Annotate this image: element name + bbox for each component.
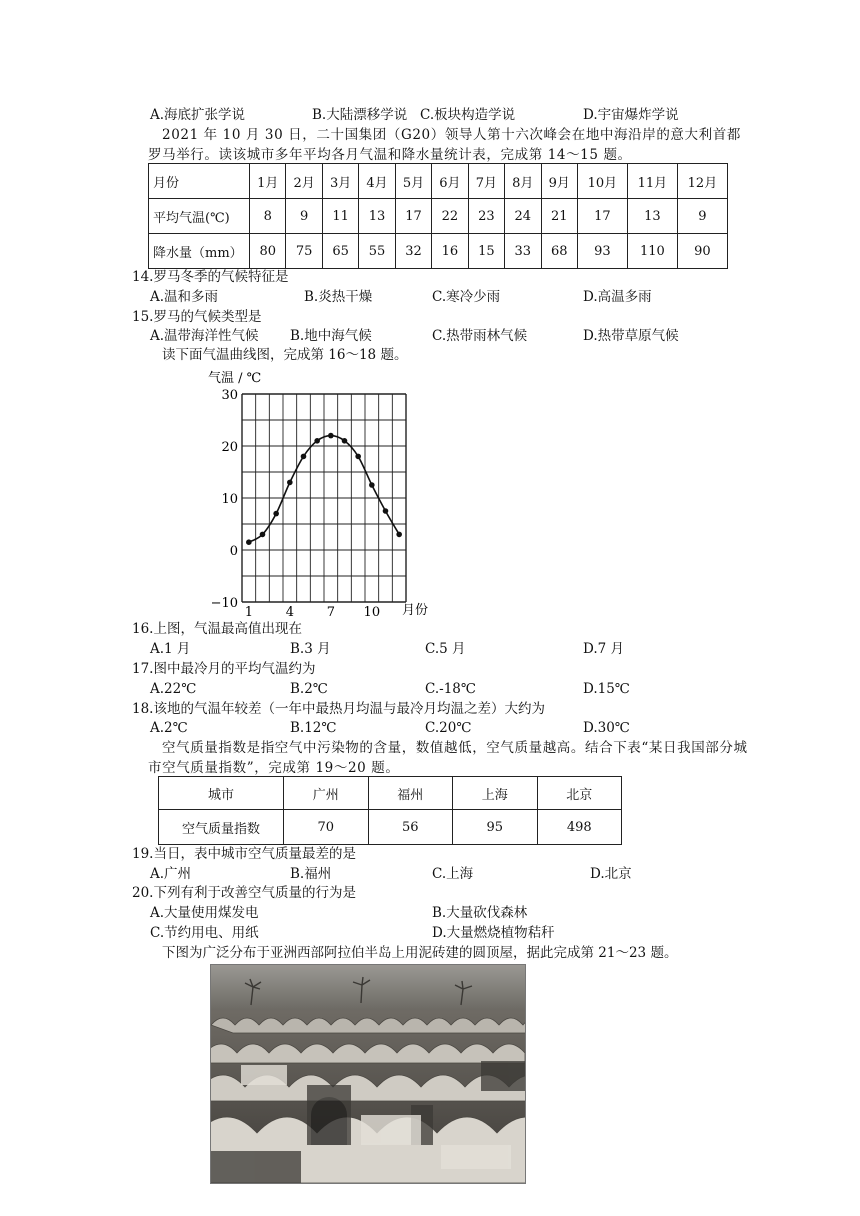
q18-stem: 18.该地的气温年较差（一年中最热月均温与最冷月均温之差）大约为 xyxy=(132,701,545,717)
table-cell: 80 xyxy=(250,234,286,269)
table-cell: 110 xyxy=(627,234,677,269)
table-cell: 33 xyxy=(505,234,541,269)
q20-option-a: A.大量使用煤发电 xyxy=(150,905,259,921)
q15-option-b: B.地中海气候 xyxy=(290,328,372,344)
q18-option-c: C.20℃ xyxy=(425,720,472,736)
temperature-point xyxy=(273,511,279,517)
table-cell: 城市 xyxy=(159,777,284,810)
table-cell: 福州 xyxy=(368,777,453,810)
q18-option-d: D.30℃ xyxy=(583,720,630,736)
q20-option-b: B.大量砍伐森林 xyxy=(432,905,528,921)
q18-option-a: A.2℃ xyxy=(150,720,188,736)
intro-16-18: 读下面气温曲线图，完成第 16～18 题。 xyxy=(162,347,408,363)
temperature-point xyxy=(342,438,348,444)
table-cell: 13 xyxy=(627,199,677,234)
q13-option-c: C.板块构造学说 xyxy=(420,107,516,123)
temperature-point xyxy=(328,433,334,439)
q16-stem: 16.上图，气温最高值出现在 xyxy=(132,621,302,637)
table-row xyxy=(159,810,622,845)
table-row xyxy=(159,777,622,810)
temperature-point xyxy=(355,454,361,460)
table-cell: 北京 xyxy=(537,777,622,810)
temperature-point xyxy=(396,532,402,538)
temperature-point xyxy=(301,454,307,460)
table-cell: 4月 xyxy=(359,164,395,199)
table-cell: 90 xyxy=(677,234,727,269)
table-row xyxy=(149,164,728,199)
table-cell: 498 xyxy=(537,810,622,845)
y-tick-label: 20 xyxy=(221,440,238,455)
q20-option-c: C.节约用电、用纸 xyxy=(150,925,259,941)
q14-option-d: D.高温多雨 xyxy=(583,289,652,305)
temperature-point xyxy=(287,480,293,486)
table-cell: 24 xyxy=(505,199,541,234)
q20-stem: 20.下列有利于改善空气质量的行为是 xyxy=(132,885,356,901)
q14-option-b: B.炎热干燥 xyxy=(304,289,373,305)
q19-option-c: C.上海 xyxy=(432,866,474,882)
q13-option-d: D.宇宙爆炸学说 xyxy=(583,107,679,123)
table-cell: 广州 xyxy=(284,777,369,810)
q20-option-d: D.大量燃烧植物秸秆 xyxy=(432,925,555,941)
table-cell: 9 xyxy=(677,199,727,234)
x-tick-labels xyxy=(245,605,380,620)
table-cell: 5月 xyxy=(395,164,431,199)
aqi-table xyxy=(158,776,622,845)
table-cell: 95 xyxy=(453,810,538,845)
q18-option-b: B.12℃ xyxy=(290,720,337,736)
q15-option-a: A.温带海洋性气候 xyxy=(150,328,259,344)
table-cell: 3月 xyxy=(322,164,358,199)
temperature-chart xyxy=(200,364,450,622)
q14-stem: 14.罗马冬季的气候特征是 xyxy=(132,269,289,285)
table-cell: 65 xyxy=(322,234,358,269)
chart-grid xyxy=(242,394,406,602)
table-cell: 13 xyxy=(359,199,395,234)
y-axis-label: 气温 / ℃ xyxy=(208,371,262,386)
rome-climate-table xyxy=(148,163,728,269)
temperature-point xyxy=(314,438,320,444)
table-row xyxy=(149,234,728,269)
q19-option-b: B.福州 xyxy=(290,866,332,882)
table-row xyxy=(149,199,728,234)
table-cell: 上海 xyxy=(453,777,538,810)
q16-option-d: D.7 月 xyxy=(583,641,625,657)
table-cell: 7月 xyxy=(468,164,504,199)
x-tick-label: 10 xyxy=(363,605,381,620)
table-cell: 93 xyxy=(577,234,627,269)
q19-option-a: A.广州 xyxy=(150,866,192,882)
table-cell: 75 xyxy=(286,234,322,269)
table-cell: 17 xyxy=(577,199,627,234)
q13-option-a: A.海底扩张学说 xyxy=(150,107,246,123)
q15-stem: 15.罗马的气候类型是 xyxy=(132,309,262,325)
q17-option-b: B.2℃ xyxy=(290,681,328,697)
q13-option-b: B.大陆漂移学说 xyxy=(312,107,408,123)
table-cell: 1月 xyxy=(250,164,286,199)
y-tick-label: −10 xyxy=(210,596,238,611)
table-cell: 22 xyxy=(432,199,468,234)
table-cell: 55 xyxy=(359,234,395,269)
intro-19-20: 空气质量指数是指空气中污染物的含量，数值越低，空气质量越高。结合下表“某日我国部分城市空气质量指数”，完成第 19～20 题。 xyxy=(148,740,748,776)
x-tick-label: 4 xyxy=(285,605,294,620)
x-tick-label: 7 xyxy=(326,605,335,620)
intro-14-15: 2021 年 10 月 30 日，二十国集团（G20）领导人第十六次峰会在地中海沿岸的意大利首都罗马举行。读该城市多年平均各月气温和降水量统计表，完成第 14～15 题。 xyxy=(148,127,741,163)
intro-21-23: 下图为广泛分布于亚洲西部阿拉伯半岛上用泥砖建的圆顶屋，据此完成第 21～23 题。 xyxy=(162,945,678,961)
table-cell: 15 xyxy=(468,234,504,269)
table-cell: 9月 xyxy=(541,164,577,199)
temperature-point xyxy=(246,539,252,545)
dome-houses-photo xyxy=(210,964,526,1184)
table-cell: 70 xyxy=(284,810,369,845)
q17-option-d: D.15℃ xyxy=(583,681,630,697)
q17-option-c: C.-18℃ xyxy=(425,681,476,697)
q15-option-c: C.热带雨林气候 xyxy=(432,328,528,344)
table-cell: 8 xyxy=(250,199,286,234)
q19-option-d: D.北京 xyxy=(590,866,632,882)
table-cell: 11月 xyxy=(627,164,677,199)
table-cell: 68 xyxy=(541,234,577,269)
table-cell: 空气质量指数 xyxy=(159,810,284,845)
table-cell: 11 xyxy=(322,199,358,234)
table-cell: 2月 xyxy=(286,164,322,199)
q14-option-c: C.寒冷少雨 xyxy=(432,289,501,305)
table-cell: 10月 xyxy=(577,164,627,199)
q17-stem: 17.图中最冷月的平均气温约为 xyxy=(132,661,316,677)
y-tick-label: 0 xyxy=(229,544,238,559)
table-cell: 32 xyxy=(395,234,431,269)
x-axis-label: 月份 xyxy=(402,603,429,618)
y-tick-label: 30 xyxy=(221,388,238,403)
table-cell: 12月 xyxy=(677,164,727,199)
table-cell: 21 xyxy=(541,199,577,234)
x-tick-label: 1 xyxy=(244,605,253,620)
table-cell: 23 xyxy=(468,199,504,234)
temperature-point xyxy=(383,508,389,514)
y-tick-label: 10 xyxy=(221,492,238,507)
table-cell: 56 xyxy=(368,810,453,845)
q16-option-a: A.1 月 xyxy=(150,641,191,657)
q15-option-d: D.热带草原气候 xyxy=(583,328,679,344)
q17-option-a: A.22℃ xyxy=(150,681,197,697)
q19-stem: 19.当日，表中城市空气质量最差的是 xyxy=(132,846,356,862)
temperature-point xyxy=(260,532,266,538)
table-cell: 平均气温(℃) xyxy=(149,199,250,234)
table-cell: 17 xyxy=(395,199,431,234)
q14-option-a: A.温和多雨 xyxy=(150,289,219,305)
table-cell: 降水量（mm） xyxy=(149,234,250,269)
q16-option-b: B.3 月 xyxy=(290,641,331,657)
table-cell: 月份 xyxy=(149,164,250,199)
table-cell: 8月 xyxy=(505,164,541,199)
table-cell: 16 xyxy=(432,234,468,269)
y-tick-labels xyxy=(211,388,238,611)
table-cell: 6月 xyxy=(432,164,468,199)
table-cell: 9 xyxy=(286,199,322,234)
q16-option-c: C.5 月 xyxy=(425,641,466,657)
temperature-point xyxy=(369,482,375,488)
